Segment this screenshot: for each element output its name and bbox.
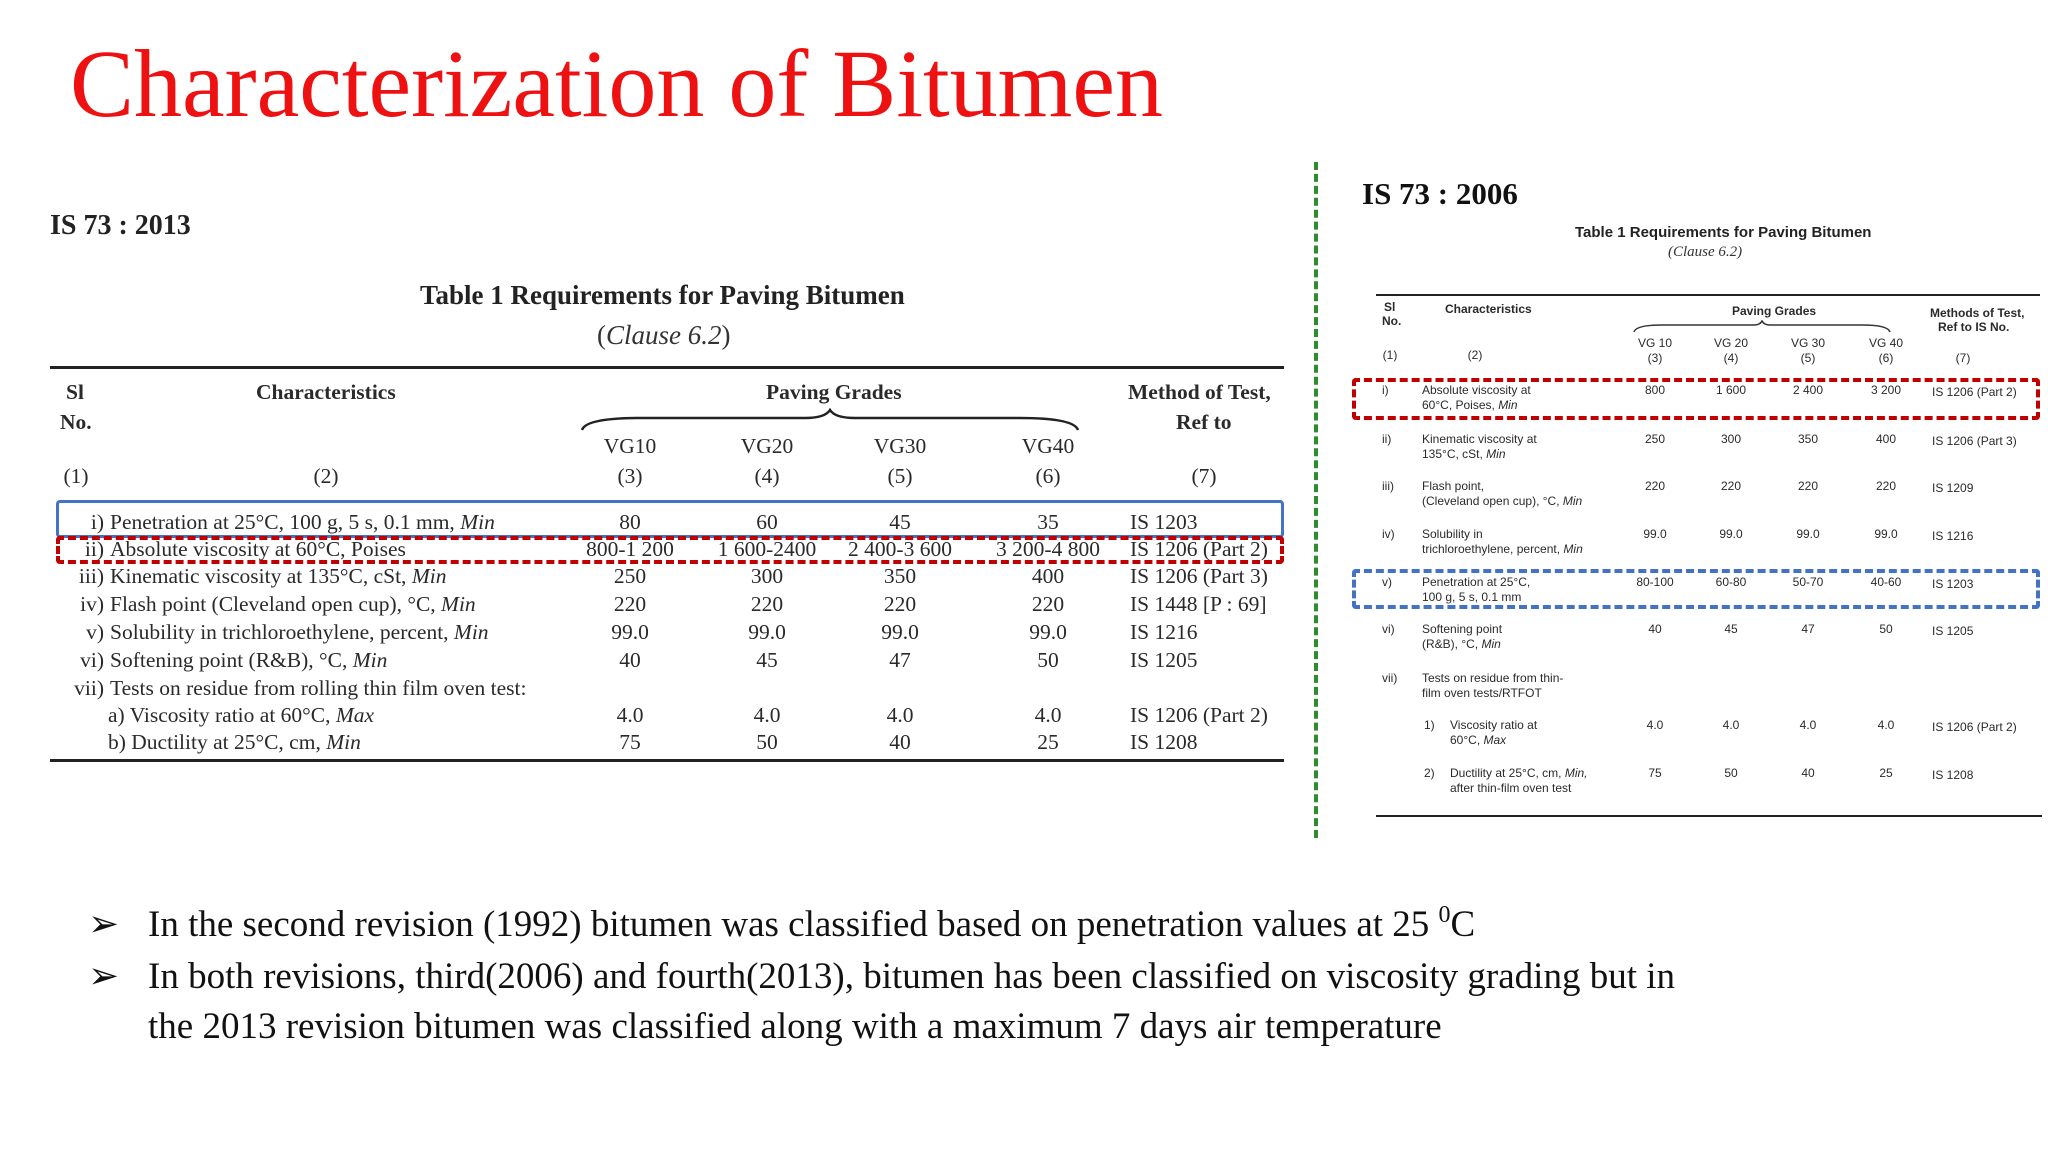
row-value: 800 <box>1644 383 1666 397</box>
header-characteristics: Characteristics <box>256 380 396 404</box>
row-characteristic-line-2: (Cleveland open cup), °C, Min <box>1422 494 1583 508</box>
row-value: 220 <box>1031 592 1065 616</box>
row-method: IS 1203 <box>1932 577 1974 591</box>
row-value: 50 <box>1879 622 1893 636</box>
row-value: 45 <box>1724 622 1738 636</box>
row-method: IS 1208 <box>1932 768 1974 782</box>
row-value: 300 <box>750 564 784 588</box>
row-value: 99.0 <box>1029 620 1067 644</box>
row-value: 300 <box>1720 432 1742 446</box>
row-value: 45 <box>889 510 911 534</box>
row-value: 2 400 <box>1792 383 1824 397</box>
header-no: No. <box>1382 314 1402 328</box>
row-value: 75 <box>1648 766 1662 780</box>
header-method-1: Methods of Test, <box>1930 306 2025 320</box>
row-value: 250 <box>1644 432 1666 446</box>
table-bottom-rule <box>1376 815 2042 817</box>
column-number: (4) <box>754 464 780 488</box>
bullet-text: In the second revision (1992) bitumen was classified based on penetration values at 25 $^0$C <box>148 902 1476 945</box>
row-value: 4.0 <box>1722 718 1740 732</box>
row-method: IS 1206 (Part 2) <box>1932 720 2017 734</box>
row-sl: vii) <box>1382 671 1398 685</box>
row-value: 40 <box>1801 766 1815 780</box>
row-method: IS 1206 (Part 2) <box>1130 703 1268 727</box>
row-value: 47 <box>889 648 911 672</box>
row-value: 250 <box>613 564 647 588</box>
row-value: 220 <box>1797 479 1819 493</box>
row-value: 40 <box>619 648 641 672</box>
arrow-bullet-icon: ➢ <box>88 956 120 997</box>
grade-header: VG10 <box>603 434 657 458</box>
row-characteristic: a) Viscosity ratio at 60°C, Max <box>108 703 375 727</box>
column-number: (2) <box>313 464 339 488</box>
row-value: 1 600 <box>1715 383 1747 397</box>
table-top-rule <box>50 366 1284 369</box>
row-method: IS 1206 (Part 2) <box>1932 385 2017 399</box>
highlight-absolute-viscosity-row <box>1352 378 2040 420</box>
grade-header: VG30 <box>873 434 927 458</box>
row-value: 350 <box>1797 432 1819 446</box>
paving-grades-brace <box>1632 320 1892 334</box>
row-characteristic: Tests on residue from rolling thin film oven test: <box>110 676 527 700</box>
column-number: (6) <box>1035 464 1061 488</box>
grade-header: VG 40 <box>1868 336 1904 350</box>
row-method: IS 1205 <box>1130 648 1198 672</box>
row-characteristic-line-2: trichloroethylene, percent, Min <box>1422 542 1583 556</box>
row-value: 50 <box>1724 766 1738 780</box>
row-characteristic-line-2: film oven tests/RTFOT <box>1422 686 1542 700</box>
row-method: IS 1208 <box>1130 730 1198 754</box>
row-characteristic-line-2: 100 g, 5 s, 0.1 mm <box>1422 590 1522 604</box>
column-number: (3) <box>1647 351 1663 365</box>
row-value: 80-100 <box>1636 575 1674 589</box>
row-value: 3 200 <box>1870 383 1902 397</box>
row-value: 99.0 <box>881 620 919 644</box>
row-value: 75 <box>619 730 641 754</box>
vertical-divider <box>1314 162 1318 838</box>
row-value: 400 <box>1875 432 1897 446</box>
row-method: IS 1206 (Part 3) <box>1130 564 1268 588</box>
standard-code: IS 73 : 2013 <box>50 210 191 241</box>
grade-header: VG40 <box>1021 434 1075 458</box>
header-paving-grades: Paving Grades <box>766 380 902 404</box>
row-value: 400 <box>1031 564 1065 588</box>
row-value: 4.0 <box>1877 718 1895 732</box>
row-value: 50-70 <box>1792 575 1824 589</box>
row-characteristic-line-2: 135°C, cSt, Min <box>1422 447 1506 461</box>
column-number: (1) <box>63 464 89 488</box>
highlight-penetration-row <box>56 500 1284 538</box>
row-characteristic-line-1: Penetration at 25°C, <box>1422 575 1531 589</box>
row-value: 99.0 <box>1643 527 1667 541</box>
row-value: 2 400-3 600 <box>848 537 952 561</box>
standard-code: IS 73 : 2006 <box>1362 176 1518 211</box>
column-number: (5) <box>1800 351 1816 365</box>
header-method-2: Ref to <box>1176 410 1232 434</box>
row-value: 4.0 <box>1799 718 1817 732</box>
row-sl: v) <box>86 620 104 644</box>
row-characteristic: Solubility in trichloroethylene, percent, Min <box>110 620 489 644</box>
row-sl: ii) <box>84 537 104 561</box>
row-characteristic-line-2: 60°C, Max <box>1450 733 1507 747</box>
row-value: 99.0 <box>748 620 786 644</box>
clause-text: Clause 6.2 <box>606 320 722 350</box>
header-sl: Sl <box>1384 300 1396 314</box>
row-sl: ii) <box>1382 432 1392 446</box>
header-characteristics: Characteristics <box>1445 302 1532 316</box>
row-sl: vii) <box>74 676 104 700</box>
row-characteristic-line-2: (R&B), °C, Min <box>1422 637 1501 651</box>
row-value: 4.0 <box>753 703 781 727</box>
row-characteristic-line-1: Flash point, <box>1422 479 1485 493</box>
row-method: IS 1206 (Part 3) <box>1932 434 2017 448</box>
row-sl: 1) <box>1424 718 1435 732</box>
column-number: (6) <box>1878 351 1894 365</box>
arrow-bullet-icon: ➢ <box>88 904 120 945</box>
row-characteristic: Softening point (R&B), °C, Min <box>110 648 388 672</box>
column-number: (3) <box>617 464 643 488</box>
header-sl: Sl <box>66 380 84 404</box>
bullet-1 <box>88 900 1888 952</box>
row-sl: i) <box>90 510 104 534</box>
column-number: (4) <box>1723 351 1739 365</box>
row-value: 4.0 <box>1034 703 1062 727</box>
row-sl: vi) <box>1382 622 1395 636</box>
row-sl: 2) <box>1424 766 1435 780</box>
column-number: (2) <box>1467 348 1483 362</box>
row-value: 220 <box>613 592 647 616</box>
grade-header: VG20 <box>740 434 794 458</box>
row-characteristic: b) Ductility at 25°C, cm, Min <box>108 730 361 754</box>
row-value: 99.0 <box>1796 527 1820 541</box>
row-characteristic-line-1: Tests on residue from thin- <box>1422 671 1564 685</box>
row-characteristic: Absolute viscosity at 60°C, Poises <box>110 537 406 561</box>
row-value: 45 <box>756 648 778 672</box>
row-value: 25 <box>1037 730 1059 754</box>
row-value: 99.0 <box>611 620 649 644</box>
bullet-text-line-2: the 2013 revision bitumen was classified along with a maximum 7 days air temperature <box>148 1006 1442 1047</box>
grade-header: VG 20 <box>1713 336 1749 350</box>
row-characteristic: Kinematic viscosity at 135°C, cSt, Min <box>110 564 447 588</box>
bullet-text-line-1: In both revisions, third(2006) and fourth(2013), bitumen has been classified on viscosity grading but in <box>148 956 1676 997</box>
row-sl: iv) <box>80 592 104 616</box>
row-value: 3 200-4 800 <box>996 537 1100 561</box>
row-value: 60 <box>756 510 778 534</box>
row-value: 40 <box>1648 622 1662 636</box>
row-method: IS 1209 <box>1932 481 1974 495</box>
row-sl: vi) <box>80 648 104 672</box>
row-value: 350 <box>883 564 917 588</box>
row-method: IS 1203 <box>1130 510 1198 534</box>
row-sl: i) <box>1382 383 1389 397</box>
header-method-1: Method of Test, <box>1128 380 1271 404</box>
row-method: IS 1448 [P : 69] <box>1130 592 1267 616</box>
row-value: 220 <box>750 592 784 616</box>
row-method: IS 1205 <box>1932 624 1974 638</box>
table-caption: Table 1 Requirements for Paving Bitumen <box>1575 224 1872 241</box>
row-value: 60-80 <box>1715 575 1747 589</box>
row-value: 4.0 <box>1646 718 1664 732</box>
row-value: 35 <box>1037 510 1059 534</box>
row-value: 25 <box>1879 766 1893 780</box>
bullet-2 <box>88 952 1948 1056</box>
slide-title: Characterization of Bitumen <box>70 30 1163 137</box>
table-bottom-rule <box>50 759 1284 762</box>
row-sl: iii) <box>78 564 104 588</box>
row-value: 800-1 200 <box>586 537 674 561</box>
row-method: IS 1216 <box>1932 529 1974 543</box>
row-value: 50 <box>1037 648 1059 672</box>
row-characteristic-line-1: Absolute viscosity at <box>1422 383 1531 397</box>
row-characteristic-line-1: Solubility in <box>1422 527 1483 541</box>
table-clause: (Clause 6.2) <box>1668 244 1743 260</box>
row-characteristic-line-1: Kinematic viscosity at <box>1422 432 1537 446</box>
column-number: (7) <box>1955 351 1971 365</box>
row-characteristic-line-1: Softening point <box>1422 622 1503 636</box>
row-characteristic-line-1: Viscosity ratio at <box>1450 718 1538 732</box>
row-value: 220 <box>1720 479 1742 493</box>
highlight-penetration-row <box>1352 569 2040 609</box>
column-number: (1) <box>1382 348 1398 362</box>
row-characteristic-line-2: 60°C, Poises, Min <box>1422 398 1518 412</box>
table-top-rule <box>1376 294 2040 296</box>
row-value: 4.0 <box>616 703 644 727</box>
grade-header: VG 10 <box>1637 336 1673 350</box>
column-number: (7) <box>1191 464 1217 488</box>
table-clause: (Clause 6.2) <box>597 320 731 350</box>
row-value: 50 <box>756 730 778 754</box>
row-sl: iv) <box>1382 527 1395 541</box>
row-value: 47 <box>1801 622 1815 636</box>
grade-header: VG 30 <box>1790 336 1826 350</box>
row-method: IS 1216 <box>1130 620 1198 644</box>
row-value: 99.0 <box>1874 527 1898 541</box>
row-value: 220 <box>1644 479 1666 493</box>
row-value: 80 <box>619 510 641 534</box>
row-value: 99.0 <box>1719 527 1743 541</box>
row-characteristic-line-1: Ductility at 25°C, cm, Min, <box>1450 766 1588 780</box>
table-caption: Table 1 Requirements for Paving Bitumen <box>420 280 905 310</box>
row-characteristic: Penetration at 25°C, 100 g, 5 s, 0.1 mm, Min <box>110 510 495 534</box>
row-characteristic-line-2: after thin-film oven test <box>1450 781 1572 795</box>
column-number: (5) <box>887 464 913 488</box>
row-characteristic: Flash point (Cleveland open cup), °C, Min <box>110 592 476 616</box>
row-value: 220 <box>883 592 917 616</box>
row-sl: v) <box>1382 575 1392 589</box>
header-no: No. <box>60 410 92 434</box>
header-method-2: Ref to IS No. <box>1938 320 2010 334</box>
row-value: 40-60 <box>1870 575 1902 589</box>
row-value: 4.0 <box>886 703 914 727</box>
row-value: 40 <box>889 730 911 754</box>
header-paving-grades: Paving Grades <box>1732 304 1817 318</box>
row-value: 220 <box>1875 479 1897 493</box>
row-method: IS 1206 (Part 2) <box>1130 537 1268 561</box>
highlight-absolute-viscosity-row <box>56 536 1284 564</box>
row-value: 1 600-2400 <box>717 537 817 561</box>
row-sl: iii) <box>1382 479 1394 493</box>
